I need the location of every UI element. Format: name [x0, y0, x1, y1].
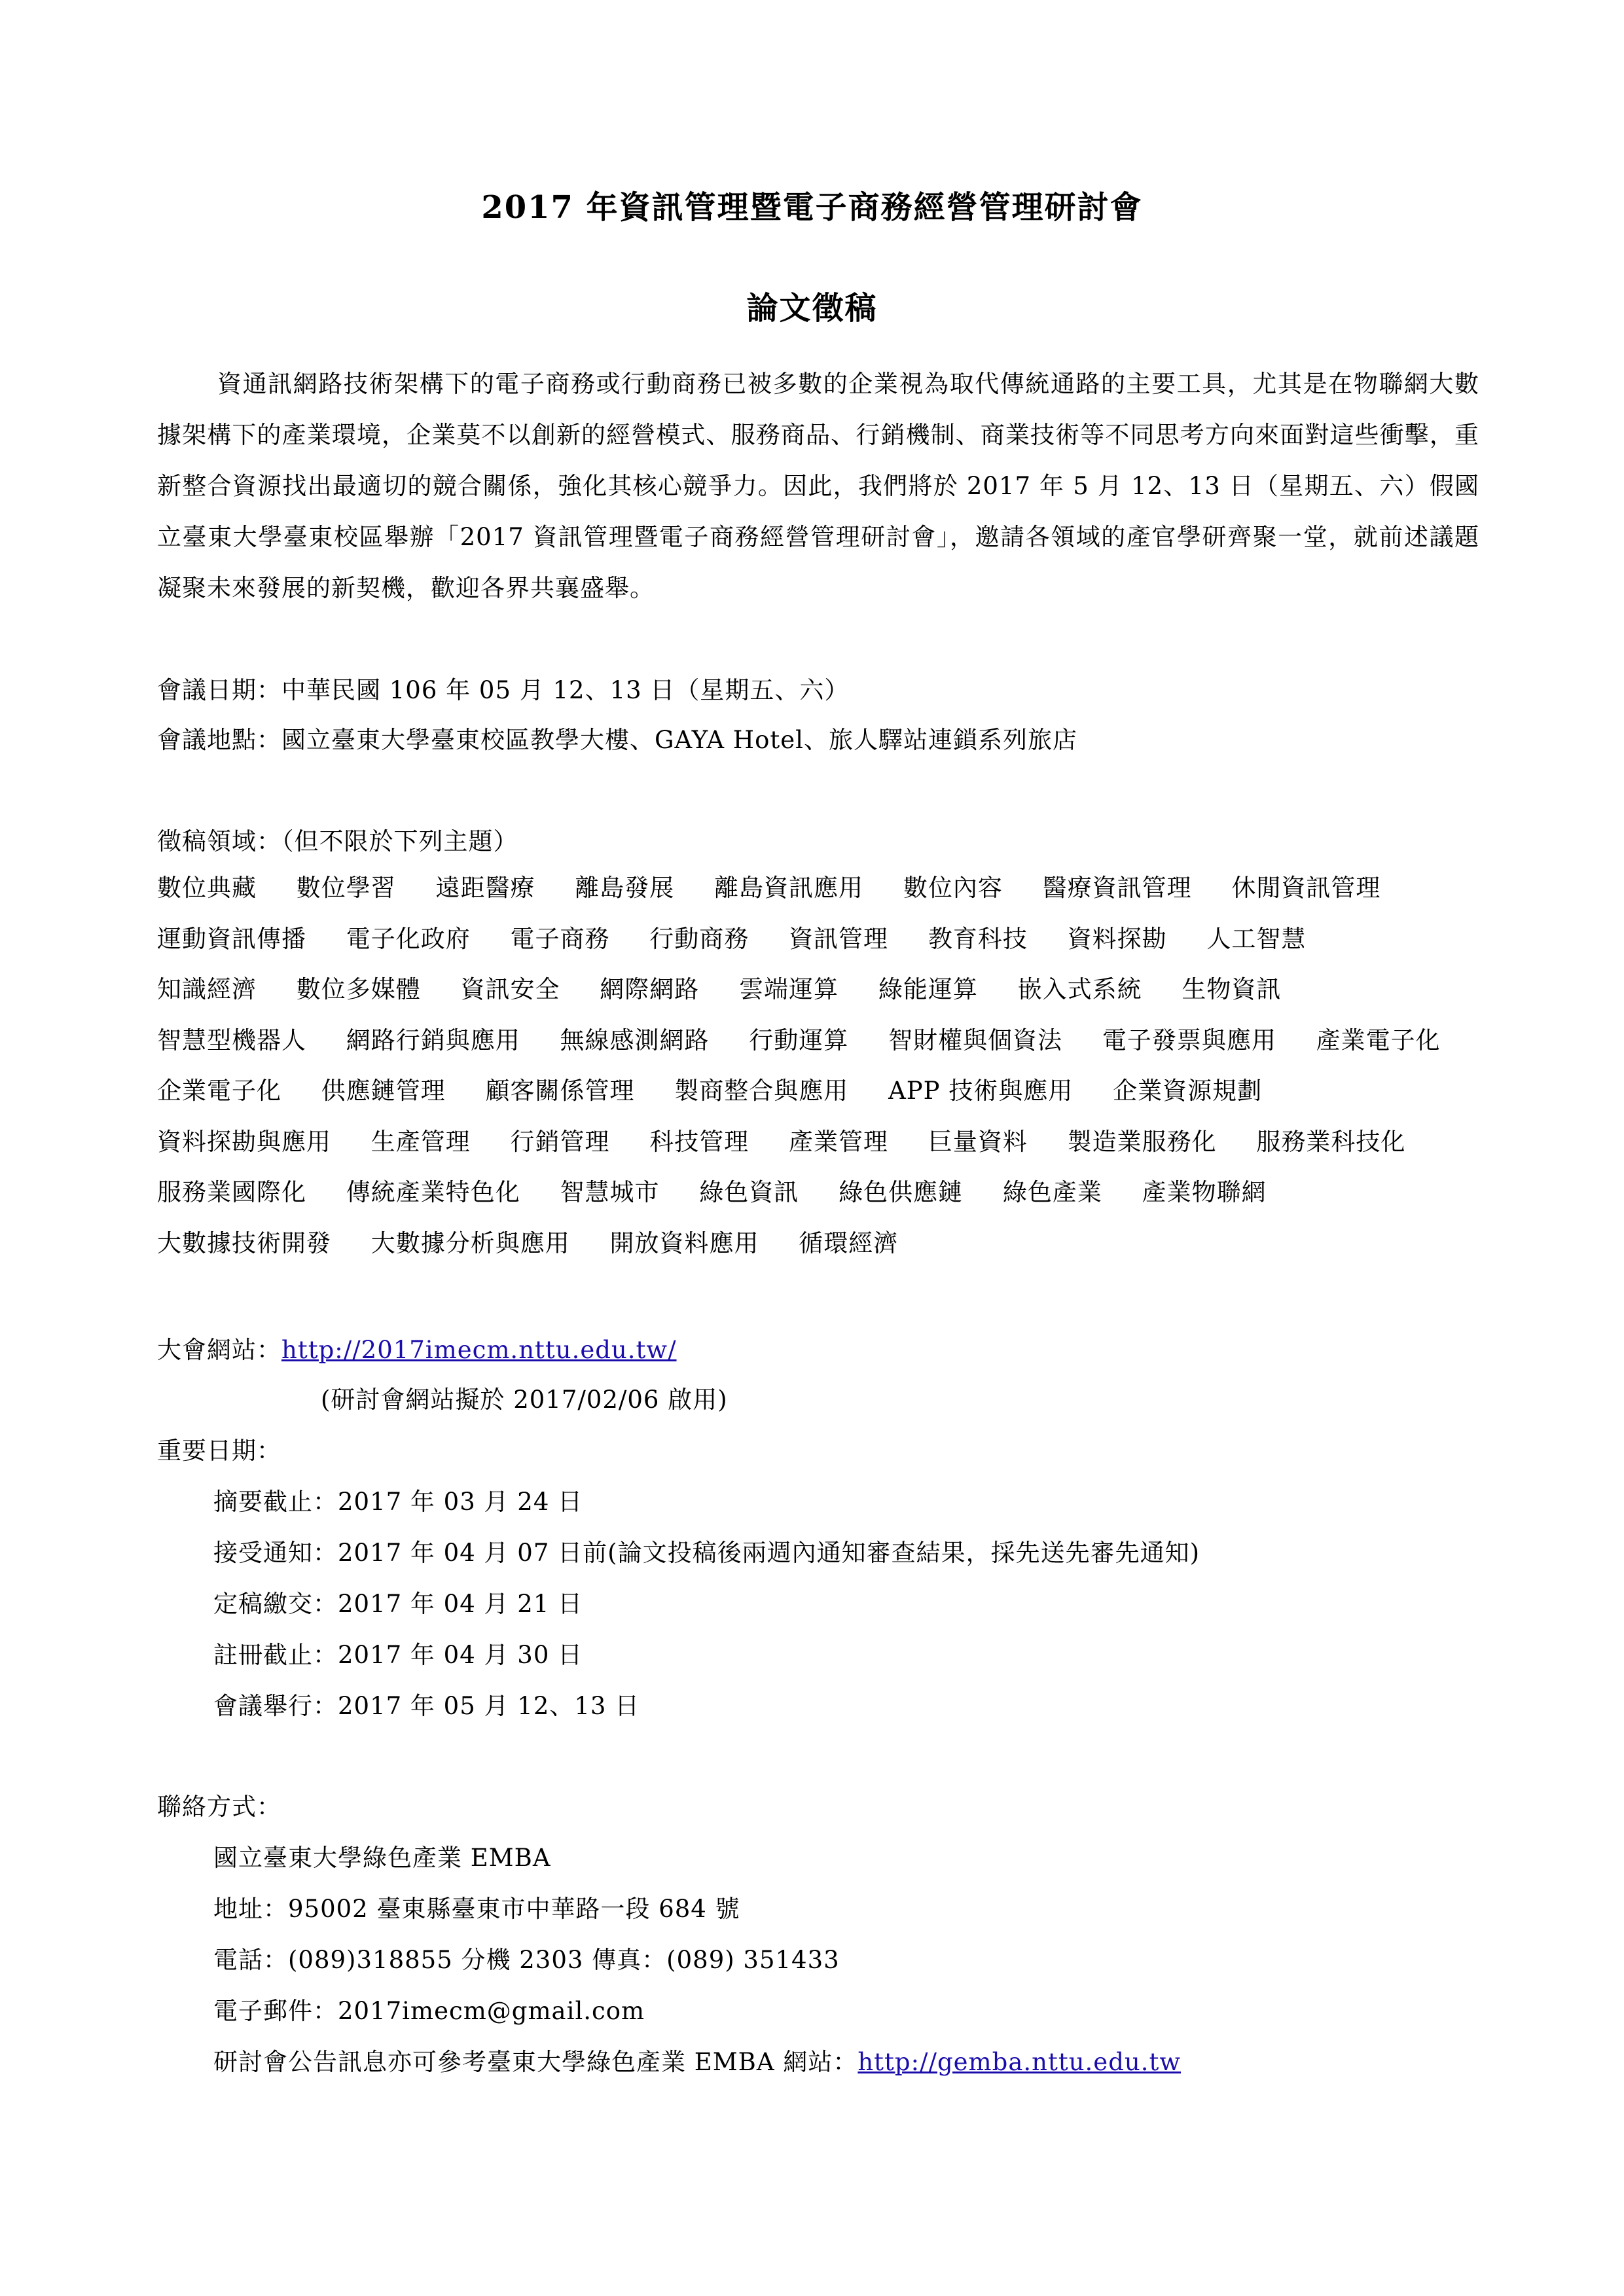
topic-item: 資訊管理	[789, 924, 889, 953]
topic-item: 無線感測網路	[560, 1026, 710, 1054]
topic-item: 知識經濟	[157, 975, 257, 1003]
website-note: (研討會網站擬於 2017/02/06 啟用)	[321, 1386, 728, 1414]
topic-item: 行銷管理	[510, 1127, 610, 1156]
contact-note	[213, 2042, 1181, 2077]
topics-list	[157, 863, 1473, 1268]
topic-item: 服務業國際化	[157, 1178, 306, 1206]
topic-item: 離島發展	[575, 874, 675, 902]
topic-item: 製商整合與應用	[674, 1077, 849, 1105]
date-acceptance-notice: 接受通知：2017 年 04 月 07 日前(論文投稿後兩週內通知審查結果，採先送先審先通知)	[213, 1539, 1200, 1567]
page-subtitle: 論文徵稿	[746, 290, 878, 327]
contact-org: 國立臺東大學綠色產業 EMBA	[213, 1844, 551, 1872]
topic-item: 網路行銷與應用	[346, 1026, 520, 1054]
topic-item: 數位典藏	[157, 874, 257, 902]
emba-website-link[interactable]: http://gemba.nttu.edu.tw	[857, 2048, 1182, 2076]
topic-item: 循環經濟	[799, 1229, 899, 1257]
topic-item: APP 技術與應用	[888, 1077, 1074, 1105]
topic-item: 電子化政府	[346, 924, 471, 953]
contact-email: 電子郵件：2017imecm@gmail.com	[213, 1997, 645, 2025]
dates-heading: 重要日期：	[157, 1437, 281, 1465]
topic-item: 大數據分析與應用	[370, 1229, 570, 1257]
date-registration-deadline: 註冊截止：2017 年 04 月 30 日	[213, 1641, 583, 1669]
topic-item: 運動資訊傳播	[157, 924, 306, 953]
topic-item: 雲端運算	[739, 975, 839, 1003]
topic-item: 行動商務	[649, 924, 749, 953]
topic-item: 企業電子化	[157, 1077, 281, 1105]
topic-item: 教育科技	[928, 924, 1028, 953]
topic-item: 科技管理	[649, 1127, 749, 1156]
contact-note-text: 研討會公告訊息亦可參考臺東大學綠色產業 EMBA 網站：	[213, 2048, 858, 2076]
date-final-submission: 定稿繳交：2017 年 04 月 21 日	[213, 1590, 583, 1618]
topic-item: 資訊安全	[460, 975, 560, 1003]
meeting-date: 會議日期：中華民國 106 年 05 月 12、13 日（星期五、六）	[157, 676, 850, 704]
topic-item: 傳統產業特色化	[346, 1178, 520, 1206]
date-abstract-deadline: 摘要截止：2017 年 03 月 24 日	[213, 1488, 583, 1516]
topic-item: 製造業服務化	[1067, 1127, 1217, 1156]
topic-item: 顧客關係管理	[485, 1077, 635, 1105]
intro-paragraph: 資通訊網路技術架構下的電子商務或行動商務已被多數的企業視為取代傳統通路的主要工具，尤其是在物聯網大數據架構下的產業環境，企業莫不以創新的經營模式、服務商品、行銷機制、商業技術等不同思考方向來面對這些衝擊，重新整合資源找出最適切的競合關係，強化其核心競爭力。因此，我們將於 2017 年 5 月 12、13 日（星期五、六）假國立臺東大學臺東校區舉辦「2017 資訊管理暨電子商務經營管理研討會」，邀請各領域的產官學研齊聚一堂，就前述議題凝聚未來發展的新契機，歡迎各界共襄盛舉。	[157, 370, 1479, 602]
topic-item: 電子發票與應用	[1102, 1026, 1276, 1054]
website-link[interactable]: http://2017imecm.nttu.edu.tw/	[281, 1336, 677, 1364]
topic-item: 電子商務	[510, 924, 610, 953]
topic-item: 人工智慧	[1206, 924, 1307, 953]
contact-phone: 電話：(089)318855 分機 2303 傳真：(089) 351433	[213, 1946, 840, 1974]
topic-item: 綠色供應鏈	[839, 1178, 964, 1206]
topic-item: 離島資訊應用	[714, 874, 864, 902]
topic-item: 智慧城市	[560, 1178, 660, 1206]
topic-item: 產業電子化	[1316, 1026, 1441, 1054]
topic-item: 遠距醫療	[435, 874, 535, 902]
date-conference: 會議舉行：2017 年 05 月 12、13 日	[213, 1692, 640, 1720]
topic-item: 供應鏈管理	[321, 1077, 446, 1105]
topic-item: 開放資料應用	[609, 1229, 759, 1257]
topic-item: 產業物聯網	[1142, 1178, 1267, 1206]
topic-item: 數位學習	[296, 874, 396, 902]
topic-item: 資料探勘	[1067, 924, 1167, 953]
topic-item: 綠能運算	[878, 975, 978, 1003]
topic-item: 智慧型機器人	[157, 1026, 306, 1054]
topic-item: 產業管理	[789, 1127, 889, 1156]
topic-item: 巨量資料	[928, 1127, 1028, 1156]
topic-item: 行動運算	[749, 1026, 849, 1054]
topic-item: 大數據技術開發	[157, 1229, 331, 1257]
meeting-place: 會議地點：國立臺東大學臺東校區教學大樓、GAYA Hotel、旅人驛站連鎖系列旅店	[157, 726, 1077, 754]
topic-item: 綠色資訊	[699, 1178, 799, 1206]
topic-item: 生物資訊	[1182, 975, 1282, 1003]
topic-item: 醫療資訊管理	[1042, 874, 1192, 902]
topic-item: 服務業科技化	[1256, 1127, 1406, 1156]
topic-item: 數位內容	[903, 874, 1003, 902]
topics-heading: 徵稿領域：（但不限於下列主題）	[157, 827, 518, 855]
contact-heading: 聯絡方式：	[157, 1793, 281, 1821]
topic-item: 網際網路	[600, 975, 700, 1003]
website-line	[157, 1330, 677, 1365]
topic-item: 資料探勘與應用	[157, 1127, 331, 1156]
topic-item: 嵌入式系統	[1017, 975, 1142, 1003]
topic-item: 企業資源規劃	[1113, 1077, 1263, 1105]
topic-item: 智財權與個資法	[888, 1026, 1063, 1054]
topic-item: 數位多媒體	[296, 975, 421, 1003]
topic-item: 綠色產業	[1002, 1178, 1102, 1206]
website-label: 大會網站：	[157, 1336, 281, 1364]
contact-address: 地址：95002 臺東縣臺東市中華路一段 684 號	[213, 1895, 740, 1923]
topic-item: 休閒資訊管理	[1231, 874, 1381, 902]
page-title: 2017 年資訊管理暨電子商務經營管理研討會	[481, 189, 1143, 226]
topic-item: 生產管理	[370, 1127, 471, 1156]
